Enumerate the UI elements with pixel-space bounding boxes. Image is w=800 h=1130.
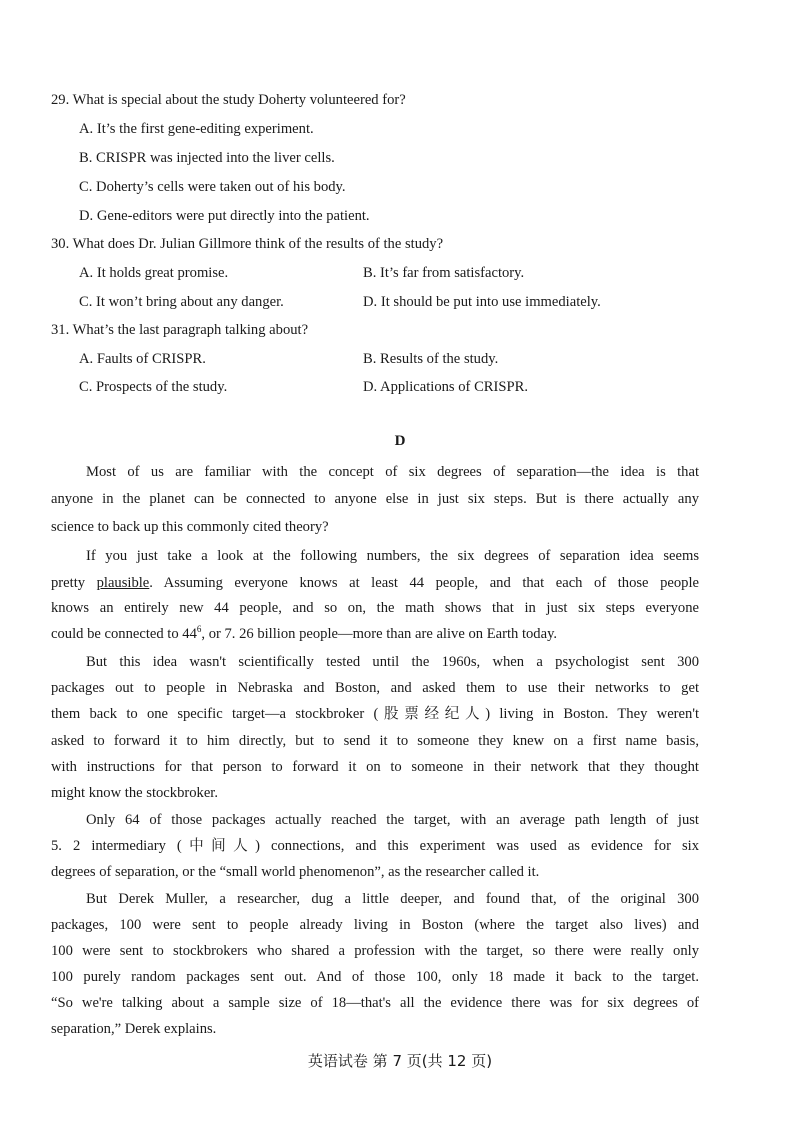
passage-p1-line1: Most of us are familiar with the concept of six degrees of separation—the idea is that [86,464,699,480]
question-31-option-d: D. Applications of CRISPR. [363,379,529,395]
passage-p2-l4-after: , or 7. 26 billion people—more than are alive on Earth today. [201,626,558,642]
passage-p2-line4 [51,624,699,644]
section-heading: D [394,433,406,449]
question-31-option-c: C. Prospects of the study. [79,379,228,395]
question-29-option-b: B. CRISPR was injected into the liver cells. [79,150,335,166]
question-30-option-b: B. It’s far from satisfactory. [363,265,525,281]
question-30-option-a: A. It holds great promise. [79,265,229,281]
passage-p4-line1: Only 64 of those packages actually reached the target, with an average path length of just [86,812,699,828]
passage-p5-line2: packages, 100 were sent to people already living in Boston (where the target also lives) and [51,917,699,933]
passage-p5-line3: 100 were sent to stockbrokers who shared a profession with the target, so there were really only [51,943,699,959]
passage-p2-line2 [51,573,699,593]
passage-p3-line1: But this idea wasn't scientifically tested until the 1960s, when a psychologist sent 300 [86,654,699,670]
passage-p3-line4: asked to forward it to him directly, but to send it to someone they knew on a first name basis, [51,733,699,749]
question-31-stem: 31. What’s the last paragraph talking about? [51,322,309,338]
passage-p3-line6: might know the stockbroker. [51,785,218,801]
question-29-option-d: D. Gene-editors were put directly into the patient. [79,208,370,224]
question-29-stem: 29. What is special about the study Doherty volunteered for? [51,92,406,108]
question-30-option-c: C. It won’t bring about any danger. [79,294,284,310]
passage-p2-text-after: . Assuming everyone knows at least 44 people, and that each of those people [149,575,699,591]
passage-p5-line5: “So we're talking about a sample size of 18—that's all the evidence there was for six degrees of [51,995,699,1011]
passage-p3-line5: with instructions for that person to forward it on to someone in their network that they thought [51,759,699,775]
passage-p2-l4-before: could be connected to 44 [51,626,197,642]
page-footer: 英语试卷 第 7 页(共 12 页) [307,1052,493,1070]
question-31-option-a: A. Faults of CRISPR. [79,351,206,367]
exponent: 6 [196,624,202,635]
passage-p2-line3: knows an entirely new 44 people, and so on, the math shows that in just six steps everyone [51,600,699,616]
question-30-option-d: D. It should be put into use immediately. [363,294,601,310]
passage-p1-line3: science to back up this commonly cited theory? [51,519,329,535]
passage-p1-line2: anyone in the planet can be connected to anyone else in just six steps. But is there actually any [51,491,699,507]
passage-p4-line2: 5. 2 intermediary (中间人) connections, and this experiment was used as evidence for six [51,838,699,854]
passage-p5-line4: 100 purely random packages sent out. And of those 100, only 18 made it back to the target. [51,969,699,985]
passage-p2-line1: If you just take a look at the following numbers, the six degrees of separation idea seems [86,548,699,564]
passage-p5-line6: separation,” Derek explains. [51,1021,217,1037]
passage-p5-line1: But Derek Muller, a researcher, dug a little deeper, and found that, of the original 300 [86,891,699,907]
question-31-option-b: B. Results of the study. [363,351,499,367]
question-29-option-c: C. Doherty’s cells were taken out of his body. [79,179,346,195]
question-29-option-a: A. It’s the first gene-editing experiment. [79,121,314,137]
passage-p4-line3: degrees of separation, or the “small world phenomenon”, as the researcher called it. [51,864,540,880]
underlined-word-plausible: plausible [96,575,150,591]
passage-p3-line2: packages out to people in Nebraska and Boston, and asked them to use their networks to get [51,680,699,696]
passage-p2-text-before: pretty [51,575,97,591]
question-30-stem: 30. What does Dr. Julian Gillmore think of the results of the study? [51,236,444,252]
passage-p3-line3: them back to one specific target—a stockbroker (股票经纪人) living in Boston. They weren't [51,706,699,722]
